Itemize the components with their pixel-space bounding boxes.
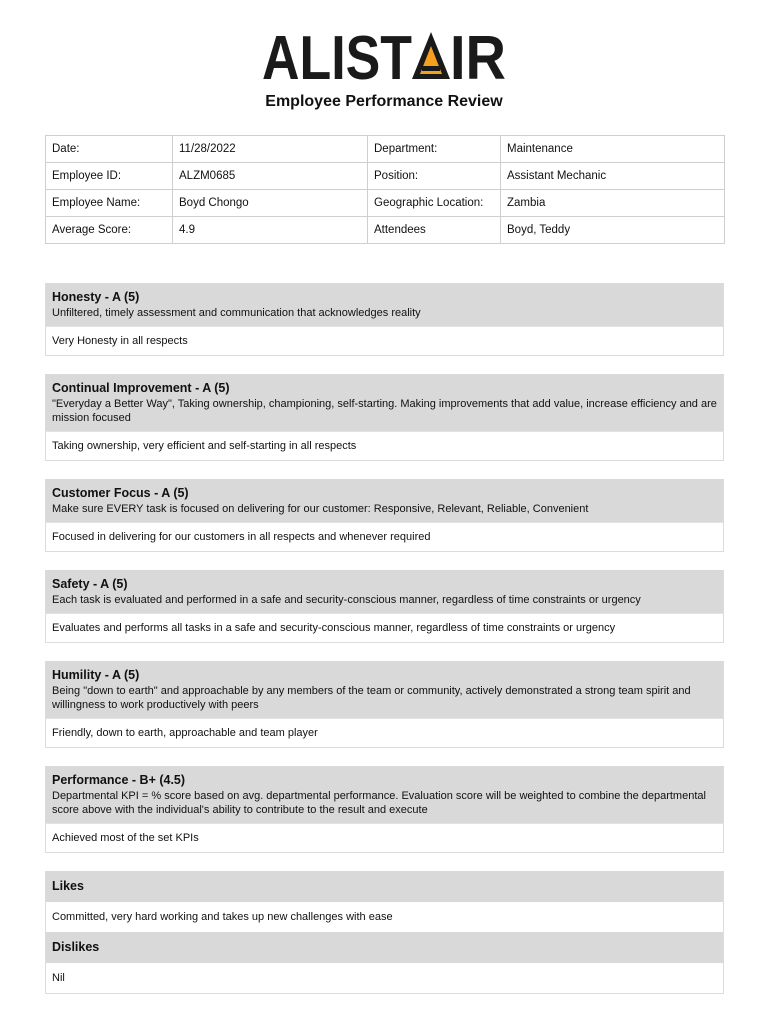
- section-header: [46, 374, 723, 431]
- document-title: Employee Performance Review: [265, 93, 503, 110]
- info-value: 4.9: [173, 217, 368, 244]
- section-title: [52, 773, 717, 788]
- info-row: [46, 217, 725, 244]
- section-comment: Taking ownership, very efficient and self-starting in all respects: [46, 431, 723, 460]
- section-comment: Focused in delivering for our customers in all respects and whenever required: [46, 522, 723, 551]
- section-comment: Evaluates and performs all tasks in a safe and security-conscious manner, regardless of time constraints or urgency: [46, 613, 723, 642]
- section-title: [52, 668, 717, 683]
- section-title: [52, 577, 717, 592]
- section-name: Safety: [52, 577, 90, 591]
- section-name: Continual Improvement: [52, 381, 192, 395]
- info-value: Maintenance: [501, 136, 725, 163]
- section-description: Being "down to earth" and approachable by any members of the team or community, actively demonstrated a strong team spirit and willingness to work productively with peers: [52, 685, 691, 711]
- review-section: [45, 766, 724, 853]
- section-grade: - B+ (4.5): [128, 773, 186, 787]
- svg-text:ALIST: ALIST: [262, 28, 413, 84]
- section-name: Performance: [52, 773, 129, 787]
- section-title: [52, 290, 717, 305]
- section-description: "Everyday a Better Way", Taking ownership, championing, self-starting. Making improvements that add value, increase efficiency and are mission focused: [52, 398, 717, 424]
- review-section: [45, 570, 724, 643]
- review-sections: [45, 283, 724, 994]
- info-row: [46, 136, 725, 163]
- info-label: Position:: [368, 163, 501, 190]
- likes-text: Committed, very hard working and takes up new challenges with ease: [46, 902, 723, 932]
- info-label: Employee Name:: [46, 190, 173, 217]
- review-section: [45, 479, 724, 552]
- section-header: [46, 283, 723, 326]
- section-grade: - A (5): [191, 381, 230, 395]
- dislikes-text: Nil: [46, 963, 723, 993]
- section-header: [46, 570, 723, 613]
- section-description: Unfiltered, timely assessment and communication that acknowledges reality: [52, 307, 421, 319]
- section-description: Make sure EVERY task is focused on delivering for our customer: Responsive, Relevant, Reliable, Convenient: [52, 503, 589, 515]
- info-label: Attendees: [368, 217, 501, 244]
- section-description: Departmental KPI = % score based on avg. departmental performance. Evaluation score will be weighted to combine the departmental score above with the individual's ability to contribute to the result and execute: [52, 790, 706, 816]
- section-comment: Very Honesty in all respects: [46, 326, 723, 355]
- info-value: Assistant Mechanic: [501, 163, 725, 190]
- info-label: Average Score:: [46, 217, 173, 244]
- section-header: [46, 661, 723, 718]
- info-label: Geographic Location:: [368, 190, 501, 217]
- svg-text:IR: IR: [450, 28, 506, 84]
- employee-info-table: [45, 135, 725, 244]
- info-row: [46, 163, 725, 190]
- company-logo: [0, 28, 768, 84]
- section-comment: Achieved most of the set KPIs: [46, 823, 723, 852]
- info-value: Boyd Chongo: [173, 190, 368, 217]
- dislikes-heading: Dislikes: [46, 932, 723, 963]
- section-comment: Friendly, down to earth, approachable and team player: [46, 718, 723, 747]
- section-name: Honesty: [52, 290, 102, 304]
- section-grade: - A (5): [101, 668, 140, 682]
- section-grade: - A (5): [89, 577, 128, 591]
- info-label: Department:: [368, 136, 501, 163]
- section-title: [52, 381, 717, 396]
- section-grade: - A (5): [101, 290, 140, 304]
- review-section: [45, 374, 724, 461]
- section-header: [46, 479, 723, 522]
- info-value: 11/28/2022: [173, 136, 368, 163]
- likes-heading: Likes: [46, 871, 723, 902]
- info-label: Employee ID:: [46, 163, 173, 190]
- info-label: Date:: [46, 136, 173, 163]
- review-section: [45, 661, 724, 748]
- likes-dislikes-block: [45, 871, 724, 994]
- section-name: Humility: [52, 668, 102, 682]
- section-title: [52, 486, 717, 501]
- info-row: [46, 190, 725, 217]
- info-value: Boyd, Teddy: [501, 217, 725, 244]
- info-value: ALZM0685: [173, 163, 368, 190]
- info-value: Zambia: [501, 190, 725, 217]
- review-section: [45, 283, 724, 356]
- section-grade: - A (5): [150, 486, 189, 500]
- section-name: Customer Focus: [52, 486, 151, 500]
- section-header: [46, 766, 723, 823]
- section-description: Each task is evaluated and performed in a safe and security-conscious manner, regardless of time constraints or urgency: [52, 594, 641, 606]
